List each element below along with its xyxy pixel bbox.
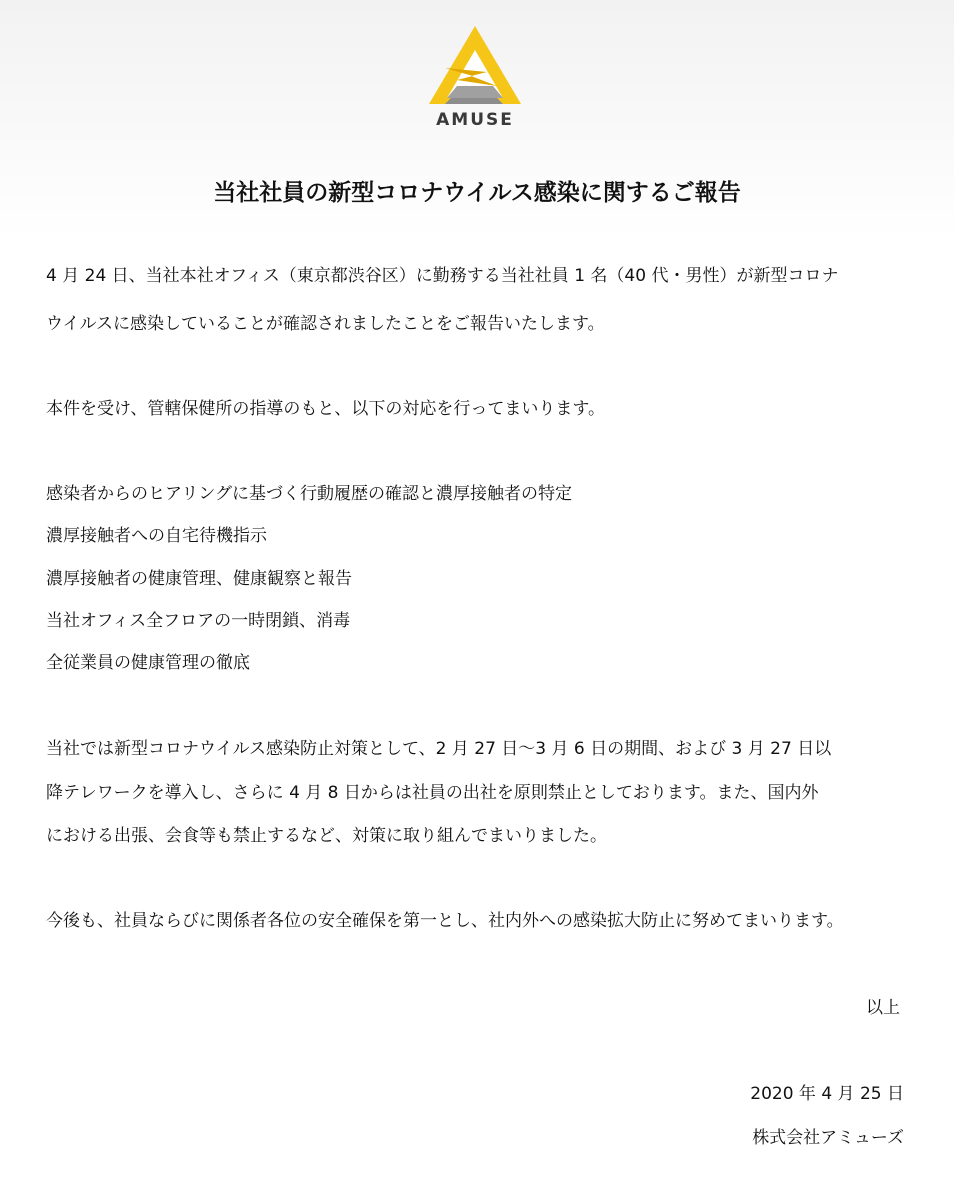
action-item-3: 濃厚接触者の健康管理、健康観察と報告: [46, 569, 352, 589]
action-item-1: 感染者からのヒアリングに基づく行動履歴の確認と濃厚接触者の特定: [46, 484, 572, 504]
action-item-4: 当社オフィス全フロアの一時閉鎖、消毒: [46, 611, 351, 631]
paragraph-3-line-2: 降テレワークを導入し、さらに 4 月 8 日からは社員の出社を原則禁止としております。また、国内外: [46, 783, 819, 803]
page-title: 当社社員の新型コロナウイルス感染に関するご報告: [213, 180, 741, 206]
amuse-logo-icon: [427, 24, 523, 108]
logo-wordmark: AMUSE: [436, 110, 514, 130]
action-item-2: 濃厚接触者への自宅待機指示: [46, 526, 267, 546]
closing-mark: 以上: [866, 998, 900, 1018]
action-item-5: 全従業員の健康管理の徹底: [46, 653, 250, 673]
paragraph-2: 本件を受け、管轄保健所の指導のもと、以下の対応を行ってまいります。: [46, 399, 605, 419]
paragraph-3-line-1: 当社では新型コロナウイルス感染防止対策として、2 月 27 日～3 月 6 日の期間、および 3 月 27 日以: [46, 739, 832, 759]
document-date: 2020 年 4 月 25 日: [750, 1084, 904, 1104]
amuse-logo: [420, 24, 530, 134]
paragraph-3-line-3: における出張、会食等も禁止するなど、対策に取り組んでまいりました。: [46, 826, 607, 846]
company-name: 株式会社アミューズ: [752, 1128, 904, 1148]
paragraph-1-line-1: 4 月 24 日、当社本社オフィス（東京都渋谷区）に勤務する当社社員 1 名（40 代・男性）が新型コロナ: [46, 266, 839, 286]
paragraph-4: 今後も、社員ならびに関係者各位の安全確保を第一とし、社内外への感染拡大防止に努めてまいります。: [46, 911, 844, 931]
paragraph-1-line-2: ウイルスに感染していることが確認されましたことをご報告いたします。: [46, 314, 605, 334]
